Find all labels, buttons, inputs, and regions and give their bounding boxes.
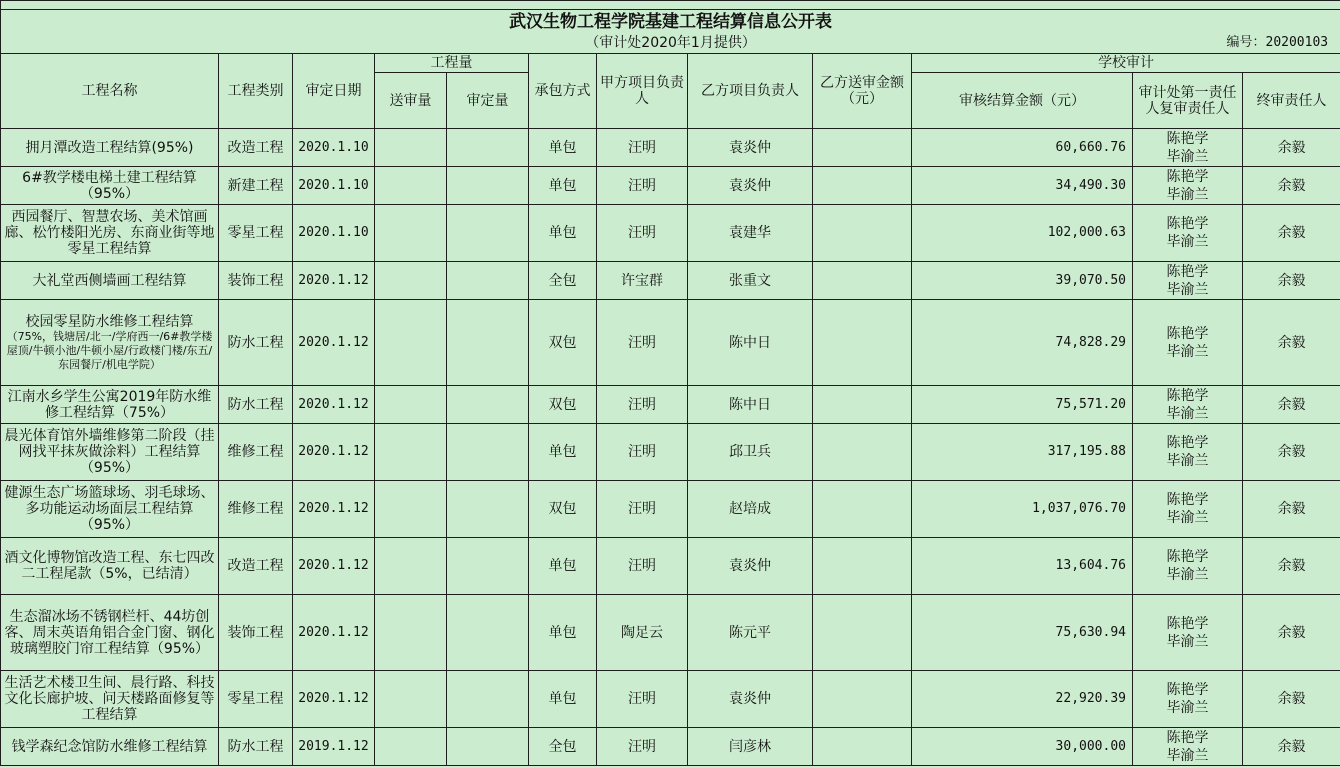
submit-qty [375,205,447,262]
party-b-manager: 袁炎仲 [688,671,813,728]
auditor-name: 毕渝兰 [1166,148,1209,165]
party-b-amount [813,481,912,538]
project-name-cell [1,481,219,538]
party-a-manager: 汪明 [597,300,688,386]
party-b-amount [813,671,912,728]
party-b-amount [813,386,912,424]
contract-type: 单包 [529,671,597,728]
project-name: 西园餐厅、智慧农场、美术馆画廊、松竹楼阳光房、东商业街等地零星工程结算 [4,209,215,257]
audit-office-people [1133,262,1243,300]
contract-type: 单包 [529,538,597,595]
project-name-cell [1,205,219,262]
final-reviewer: 余毅 [1243,595,1340,671]
table-row [1,205,1340,262]
party-b-manager: 袁炎仲 [688,129,813,167]
contract-type: 全包 [529,728,597,766]
auditor-name: 陈艳学 [1166,130,1209,147]
submit-qty [375,129,447,167]
party-b-amount [813,300,912,386]
audit-office-people [1133,671,1243,728]
project-name: 6#教学楼电梯土建工程结算（95%） [22,169,197,202]
project-type: 改造工程 [219,538,293,595]
project-type: 维修工程 [219,424,293,481]
project-type: 装饰工程 [219,595,293,671]
final-reviewer: 余毅 [1243,386,1340,424]
audit-office-people [1133,481,1243,538]
approval-date: 2020.1.10 [293,205,375,262]
approval-date: 2020.1.12 [293,481,375,538]
audit-amount: 34,490.30 [912,167,1133,205]
audit-amount: 74,828.29 [912,300,1133,386]
header-b-amount: 乙方送审金额（元） [813,54,912,129]
contract-type: 双包 [529,386,597,424]
audit-amount: 22,920.39 [912,671,1133,728]
audit-office-people [1133,595,1243,671]
auditor-name: 陈艳学 [1166,387,1209,404]
project-name-cell [1,671,219,728]
party-a-manager: 汪明 [597,167,688,205]
contract-type: 单包 [529,424,597,481]
party-b-amount [813,424,912,481]
audit-amount: 102,000.63 [912,205,1133,262]
table-row [1,538,1340,595]
approved-qty [447,728,529,766]
project-type: 零星工程 [219,205,293,262]
party-b-amount [813,205,912,262]
approved-qty [447,481,529,538]
header-submit-qty: 送审量 [375,73,447,129]
party-a-manager: 陶足云 [597,595,688,671]
submit-qty [375,386,447,424]
table-body [1,129,1340,766]
approval-date: 2020.1.12 [293,595,375,671]
approved-qty [447,167,529,205]
approved-qty [447,300,529,386]
party-a-manager: 汪明 [597,671,688,728]
project-name-detail: （75%，钱塘居/北一/学府西一/6#教学楼屋顶/牛顿小池/牛顿小屋/行政楼门楼/东五/东园餐厅/机电学院） [6,329,213,371]
table-row [1,595,1340,671]
party-b-manager: 张重文 [688,262,813,300]
approved-qty [447,671,529,728]
header-audit-office: 审计处第一责任人复审责任人 [1133,73,1243,129]
project-name-cell [1,595,219,671]
top-blank-row [1,1,1340,10]
table-row [1,481,1340,538]
auditor-name: 陈艳学 [1166,435,1209,451]
audit-office-people [1133,300,1243,386]
approved-qty [447,262,529,300]
submit-qty [375,424,447,481]
contract-type: 双包 [529,481,597,538]
party-b-amount [813,728,912,766]
approval-date: 2020.1.10 [293,167,375,205]
table-row [1,300,1340,386]
project-name-cell [1,728,219,766]
auditor-name: 陈艳学 [1166,682,1209,698]
header-name: 工程名称 [1,54,219,129]
auditor-name: 毕渝兰 [1166,700,1209,716]
submit-qty [375,595,447,671]
header-type: 工程类别 [219,54,293,129]
audit-amount: 317,195.88 [912,424,1133,481]
project-name-cell [1,424,219,481]
approval-date: 2020.1.12 [293,424,375,481]
party-a-manager: 汪明 [597,129,688,167]
audit-amount: 1,037,076.70 [912,481,1133,538]
contract-type: 全包 [529,262,597,300]
project-name: 大礼堂西侧墙画工程结算 [32,272,187,289]
party-b-manager: 陈中日 [688,386,813,424]
audit-amount: 30,000.00 [912,728,1133,766]
final-reviewer: 余毅 [1243,262,1340,300]
approval-date: 2020.1.12 [293,386,375,424]
table-row [1,129,1340,167]
submit-qty [375,728,447,766]
audit-office-people [1133,386,1243,424]
project-name-cell [1,262,219,300]
project-type: 维修工程 [219,481,293,538]
header-quantity: 工程量 [375,54,529,73]
project-type: 防水工程 [219,386,293,424]
party-b-amount [813,262,912,300]
page-title: 武汉生物工程学院基建工程结算信息公开表 [1,10,1340,34]
table-row [1,424,1340,481]
header-final: 终审责任人 [1243,73,1340,129]
submit-qty [375,167,447,205]
submit-qty [375,262,447,300]
project-name-cell [1,386,219,424]
auditor-name: 陈艳学 [1166,729,1209,746]
table-row [1,671,1340,728]
party-b-amount [813,129,912,167]
party-a-manager: 汪明 [597,205,688,262]
project-name: 校园零星防水维修工程结算 [25,313,194,330]
contract-type: 单包 [529,595,597,671]
project-type: 防水工程 [219,728,293,766]
party-b-amount [813,167,912,205]
party-b-amount [813,538,912,595]
approved-qty [447,386,529,424]
approved-qty [447,129,529,167]
auditor-name: 陈艳学 [1166,216,1209,232]
party-b-manager: 陈元平 [688,595,813,671]
document-code: 编号：20200103 [1226,34,1329,50]
submit-qty [375,538,447,595]
party-a-manager: 汪明 [597,538,688,595]
audit-amount: 39,070.50 [912,262,1133,300]
table-row [1,728,1340,766]
header-contract: 承包方式 [529,54,597,129]
auditor-name: 毕渝兰 [1166,567,1209,583]
auditor-name: 毕渝兰 [1166,453,1209,469]
project-name: 钱学森纪念馆防水维修工程结算 [11,738,208,755]
audit-office-people [1133,424,1243,481]
project-name: 生态溜冰场不锈钢栏杆、44坊创客、周末英语角铝合金门窗、钢化玻璃塑胶门帘工程结算（95%） [4,608,215,657]
auditor-name: 毕渝兰 [1166,343,1209,360]
contract-type: 单包 [529,167,597,205]
auditor-name: 陈艳学 [1166,168,1209,185]
final-reviewer: 余毅 [1243,728,1340,766]
table-row [1,262,1340,300]
header-approved-qty: 审定量 [447,73,529,129]
auditor-name: 毕渝兰 [1166,510,1209,526]
auditor-name: 毕渝兰 [1166,405,1209,422]
final-reviewer: 余毅 [1243,167,1340,205]
approval-date: 2020.1.12 [293,300,375,386]
party-b-amount [813,595,912,671]
party-a-manager: 汪明 [597,424,688,481]
approval-date: 2020.1.12 [293,538,375,595]
party-b-manager: 袁建华 [688,205,813,262]
auditor-name: 毕渝兰 [1166,747,1209,764]
approval-date: 2020.1.12 [293,671,375,728]
project-name: 晨光体育馆外墙维修第二阶段（挂网找平抹灰做涂料）工程结算（95%） [4,428,215,476]
auditor-name: 毕渝兰 [1166,234,1209,250]
final-reviewer: 余毅 [1243,129,1340,167]
project-type: 装饰工程 [219,262,293,300]
header-date: 审定日期 [293,54,375,129]
party-b-manager: 袁炎仲 [688,167,813,205]
submit-qty [375,300,447,386]
audit-office-people [1133,129,1243,167]
auditor-name: 陈艳学 [1166,615,1209,632]
project-type: 新建工程 [219,167,293,205]
final-reviewer: 余毅 [1243,205,1340,262]
approval-date: 2020.1.10 [293,129,375,167]
party-b-manager: 袁炎仲 [688,538,813,595]
project-name: 江南水乡学生公寓2019年防水维修工程结算（75%） [7,388,212,421]
approved-qty [447,595,529,671]
auditor-name: 陈艳学 [1166,325,1209,342]
audit-amount: 75,571.20 [912,386,1133,424]
subtitle-row [1,34,1340,54]
project-name-cell [1,538,219,595]
approval-date: 2019.1.12 [293,728,375,766]
header-party-a: 甲方项目负责人 [597,54,688,129]
party-b-manager: 赵培成 [688,481,813,538]
header-audit-amount: 审核结算金额（元） [912,73,1133,129]
final-reviewer: 余毅 [1243,538,1340,595]
audit-amount: 13,604.76 [912,538,1133,595]
header-school-audit: 学校审计 [912,54,1340,73]
auditor-name: 毕渝兰 [1166,281,1209,298]
approved-qty [447,424,529,481]
approved-qty [447,538,529,595]
auditor-name: 毕渝兰 [1166,186,1209,203]
final-reviewer: 余毅 [1243,671,1340,728]
approval-date: 2020.1.12 [293,262,375,300]
audit-office-people [1133,538,1243,595]
auditor-name: 毕渝兰 [1166,633,1209,650]
audit-amount: 75,630.94 [912,595,1133,671]
project-type: 防水工程 [219,300,293,386]
party-a-manager: 许宝群 [597,262,688,300]
submit-qty [375,481,447,538]
contract-type: 双包 [529,300,597,386]
approved-qty [447,205,529,262]
project-name-cell [1,300,219,386]
final-reviewer: 余毅 [1243,481,1340,538]
auditor-name: 陈艳学 [1166,549,1209,565]
project-name-cell [1,129,219,167]
final-reviewer: 余毅 [1243,300,1340,386]
project-name: 拥月潭改造工程结算(95%) [25,139,194,156]
auditor-name: 陈艳学 [1166,263,1209,280]
audit-office-people [1133,728,1243,766]
table-row [1,167,1340,205]
submit-qty [375,671,447,728]
party-b-manager: 闫彦林 [688,728,813,766]
project-name-cell [1,167,219,205]
audit-amount: 60,660.76 [912,129,1133,167]
contract-type: 单包 [529,129,597,167]
party-a-manager: 汪明 [597,728,688,766]
subtitle: （审计处2020年1月提供） [585,35,756,52]
project-name: 生活艺术楼卫生间、晨行路、科技文化长廊护坡、问天楼路面修复等工程结算 [4,675,215,723]
contract-type: 单包 [529,205,597,262]
final-reviewer: 余毅 [1243,424,1340,481]
project-type: 改造工程 [219,129,293,167]
party-a-manager: 汪明 [597,481,688,538]
auditor-name: 陈艳学 [1166,492,1209,508]
header-party-b: 乙方项目负责人 [688,54,813,129]
project-type: 零星工程 [219,671,293,728]
party-a-manager: 汪明 [597,386,688,424]
audit-office-people [1133,167,1243,205]
party-b-manager: 陈中日 [688,300,813,386]
audit-office-people [1133,205,1243,262]
project-name: 酒文化博物馆改造工程、东七四改二工程尾款（5%，已结清） [4,550,215,582]
table-row [1,386,1340,424]
project-name: 健源生态广场篮球场、羽毛球场、多功能运动场面层工程结算（95%） [4,485,215,533]
party-b-manager: 邱卫兵 [688,424,813,481]
